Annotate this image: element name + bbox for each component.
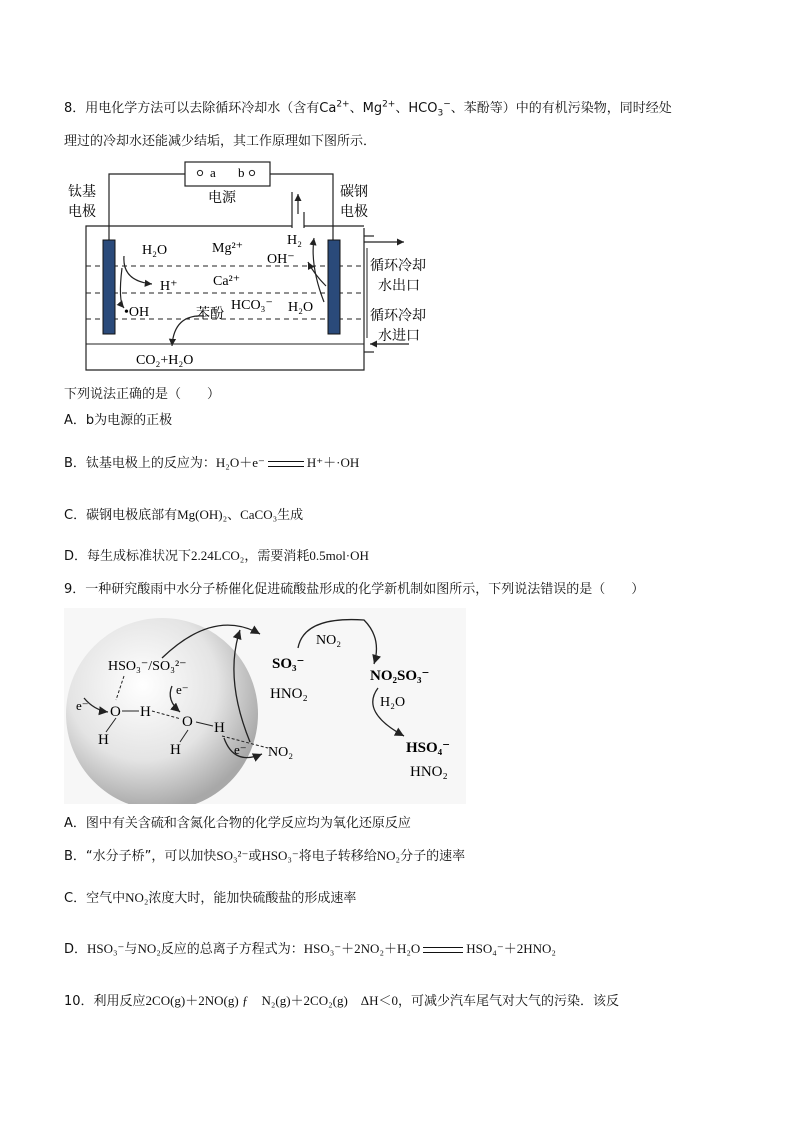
hco3-label: HCO₃⁻ xyxy=(231,298,273,313)
q8-stem-d: 、苯酚等）中的有机污染物，同时经处 xyxy=(450,101,672,116)
ca-charge: 2+ xyxy=(336,99,350,110)
water-droplet xyxy=(66,618,258,804)
co2-label: CO₂+H₂O xyxy=(136,353,194,368)
q8-option-d[interactable]: D．每生成标准状况下2.24LCO₂，需要消耗0.5mol·OH xyxy=(64,548,369,564)
hydrogen-2: H xyxy=(214,720,225,736)
q9-option-a[interactable]: A．图中有关含硫和含氮化合物的化学反应均为氧化还原反应 xyxy=(64,816,411,831)
inlet-label-1: 循环冷却 xyxy=(370,308,426,324)
hco3-charge: − xyxy=(443,99,451,110)
q8-stem-c: 、HCO xyxy=(395,101,438,116)
no2-top-label: NO₂ xyxy=(316,633,342,648)
mg-charge: 2+ xyxy=(382,99,396,110)
oh-minus-label: OH⁻ xyxy=(267,252,295,267)
q8-electrolysis-diagram xyxy=(64,156,454,374)
electron-label-1: e⁻ xyxy=(76,698,89,713)
q8-stem-line2: 理过的冷却水还能减少结垢，其工作原理如下图所示． xyxy=(64,134,377,149)
ti-electrode-label-1: 钛基 xyxy=(68,184,96,200)
no2so3-label: NO₂SO₃⁻ xyxy=(370,668,430,684)
outlet-label-1: 循环冷却 xyxy=(370,258,426,274)
q8-stem-b: 、Mg xyxy=(349,101,383,116)
q8-option-a[interactable]: A．b为电源的正极 xyxy=(64,413,173,428)
ti-electrode xyxy=(103,240,115,334)
oh-radical-label: •OH xyxy=(124,305,150,320)
hco3-sub: 3 xyxy=(437,108,444,119)
wire-left xyxy=(109,174,185,240)
q9-option-d[interactable]: D．HSO₃⁻与NO₂反应的总离子方程式为：HSO₃⁻＋2NO₂＋H₂O HSO₄⁻＋2HNO₂ xyxy=(64,941,556,957)
ca-label: Ca²⁺ xyxy=(213,274,241,289)
h2o-right-label: H₂O xyxy=(288,300,314,315)
hydrogen-1: H xyxy=(140,704,151,720)
equals-sign xyxy=(268,461,304,467)
terminal-a-dot xyxy=(197,170,202,175)
q9-option-b[interactable]: B．“水分子桥”，可以加快SO₃²⁻或HSO₃⁻将电子转移给NO₂分子的速率 xyxy=(64,848,466,864)
q10-stem: 10．利用反应2CO(g)＋2NO(g) ƒ N₂(g)＋2CO₂(g) ΔH＜0，可减少汽车尾气对大气的污染．该反 xyxy=(64,993,620,1009)
power-label: 电源 xyxy=(208,190,236,206)
no2-bottom-label: NO₂ xyxy=(268,745,294,760)
hno2-label-2: HNO₂ xyxy=(410,764,448,780)
q9-stem: 9．一种研究酸雨中水分子桥催化促进硫酸盐形成的化学新机制如图所示，下列说法错误的是（ ） xyxy=(64,582,645,597)
outlet-label-2: 水出口 xyxy=(378,278,420,294)
so3-radical-label: SO₃⁻ xyxy=(272,656,305,672)
fe-electrode-label-1: 碳钢 xyxy=(340,184,368,200)
oxygen-1: O xyxy=(110,704,121,720)
hno2-label-1: HNO₂ xyxy=(270,686,308,702)
terminal-a-label: a xyxy=(210,165,216,180)
q8-stem-line1 xyxy=(64,101,672,117)
mg-label: Mg²⁺ xyxy=(212,241,244,256)
electron-label-3: e⁻ xyxy=(234,742,247,757)
oxygen-2: O xyxy=(182,714,193,730)
electron-label-2: e⁻ xyxy=(176,682,189,697)
h2-label: H₂ xyxy=(287,233,302,248)
hydrogen-bottom-2: H xyxy=(170,742,181,758)
ti-electrode-label-2: 电极 xyxy=(68,204,96,220)
terminal-b-dot xyxy=(249,170,254,175)
hso4-label: HSO₄⁻ xyxy=(406,740,451,756)
equals-sign-q9 xyxy=(423,947,463,953)
q8-option-b[interactable]: B．钛基电极上的反应为：H₂O＋e⁻ H⁺＋·OH xyxy=(64,455,360,471)
q8-option-c[interactable]: C．碳钢电极底部有Mg(OH)₂、CaCO₃生成 xyxy=(64,507,304,523)
phenol-label: 苯酚 xyxy=(196,306,224,322)
h2o-label-q9: H₂O xyxy=(380,695,406,710)
q8-stem-a: 8．用电化学方法可以去除循环冷却水（含有Ca xyxy=(64,101,337,116)
terminal-b-label: b xyxy=(238,165,245,180)
h-plus-label: H⁺ xyxy=(160,279,178,294)
q9-option-c[interactable]: C．空气中NO₂浓度大时，能加快硫酸盐的形成速率 xyxy=(64,890,357,906)
fe-electrode xyxy=(328,240,340,334)
q8-prompt: 下列说法正确的是（ ） xyxy=(64,387,221,402)
q9-mechanism-diagram xyxy=(64,608,466,804)
hso3-so3-label: HSO₃⁻/SO₃²⁻ xyxy=(108,659,187,674)
wire-right xyxy=(270,174,333,240)
fe-electrode-label-2: 电极 xyxy=(340,204,368,220)
hydrogen-bottom-1: H xyxy=(98,732,109,748)
inlet-label-2: 水进口 xyxy=(378,328,420,344)
h2o-label: H₂O xyxy=(142,243,168,258)
